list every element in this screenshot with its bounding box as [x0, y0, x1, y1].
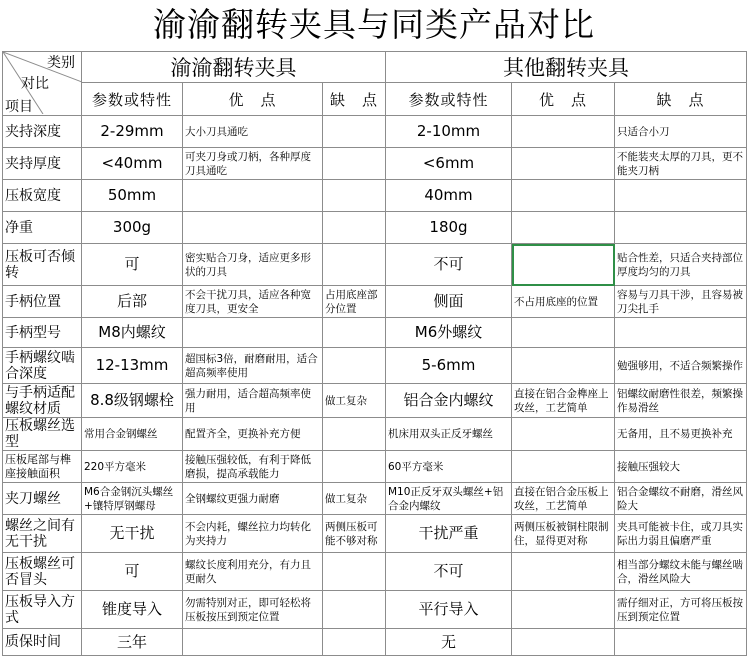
ours-pros-cell[interactable]: 全钢螺纹更强力耐磨	[183, 483, 323, 515]
ours-cons-cell[interactable]	[323, 348, 386, 384]
others-pros-cell[interactable]	[512, 116, 615, 148]
ours-pros-cell[interactable]: 不会内耗，螺丝拉力均转化为夹持力	[183, 515, 323, 553]
others-pros-cell[interactable]	[512, 418, 615, 451]
others-param-cell[interactable]: M6外螺纹	[386, 318, 512, 348]
ours-pros-cell[interactable]	[183, 212, 323, 244]
ours-cons-cell[interactable]: 两侧压板可能不够对称	[323, 515, 386, 553]
corner-header-cell	[3, 52, 82, 116]
others-cons-cell[interactable]	[615, 180, 747, 212]
ours-cons-cell[interactable]	[323, 244, 386, 286]
others-pros-cell[interactable]	[512, 348, 615, 384]
row-label: 压板宽度	[3, 180, 82, 212]
others-cons-cell[interactable]: 无备用，且不易更换补充	[615, 418, 747, 451]
row-label: 压板尾部与榫座接触面积	[3, 451, 82, 483]
ours-cons-cell[interactable]	[323, 629, 386, 656]
col-header-pros: 优 点	[183, 83, 323, 116]
others-pros-cell[interactable]: 不占用底座的位置	[512, 286, 615, 318]
ours-param-cell[interactable]: 可	[82, 553, 183, 591]
row-label: 螺丝之间有无干扰	[3, 515, 82, 553]
others-pros-cell[interactable]	[512, 451, 615, 483]
others-pros-cell[interactable]	[512, 212, 615, 244]
table-row	[3, 244, 747, 286]
ours-cons-cell[interactable]	[323, 418, 386, 451]
ours-param-cell[interactable]: 8.8级钢螺栓	[82, 384, 183, 418]
ours-param-cell[interactable]: 可	[82, 244, 183, 286]
others-cons-cell[interactable]: 夹具可能被卡住，或刀具实际出力弱且偏磨严重	[615, 515, 747, 553]
others-pros-cell[interactable]	[512, 591, 615, 629]
table-row	[3, 591, 747, 629]
ours-pros-cell[interactable]	[183, 318, 323, 348]
table-row	[3, 515, 747, 553]
row-label: 压板螺丝选型	[3, 418, 82, 451]
others-cons-cell[interactable]	[615, 318, 747, 348]
row-label: 夹持深度	[3, 116, 82, 148]
ours-param-cell[interactable]: 锥度导入	[82, 591, 183, 629]
ours-pros-cell[interactable]: 可夹刀身或刀柄，各种厚度刀具通吃	[183, 148, 323, 180]
row-label: 质保时间	[3, 629, 82, 656]
others-pros-cell[interactable]	[512, 553, 615, 591]
table-row	[3, 451, 747, 483]
ours-param-cell[interactable]: 无干扰	[82, 515, 183, 553]
others-param-cell[interactable]: 180g	[386, 212, 512, 244]
row-label: 压板螺丝可否冒头	[3, 553, 82, 591]
others-cons-cell[interactable]	[615, 629, 747, 656]
ours-param-cell[interactable]: 300g	[82, 212, 183, 244]
corner-category-label: 类别	[47, 55, 75, 71]
others-pros-cell[interactable]: 直接在铝合金压板上攻丝，工艺简单	[512, 483, 615, 515]
others-param-cell[interactable]: 5-6mm	[386, 348, 512, 384]
others-param-cell[interactable]: 机床用双头正反牙螺丝	[386, 418, 512, 451]
group-header-others: 其他翻转夹具	[386, 52, 747, 83]
others-param-cell[interactable]: 不可	[386, 244, 512, 286]
ours-cons-cell[interactable]	[323, 116, 386, 148]
ours-cons-cell[interactable]	[323, 180, 386, 212]
group-header-ours: 渝渝翻转夹具	[82, 52, 386, 83]
ours-pros-cell[interactable]: 强力耐用，适合超高频率使用	[183, 384, 323, 418]
ours-param-cell[interactable]: 后部	[82, 286, 183, 318]
table-row	[3, 180, 747, 212]
table-row	[3, 483, 747, 515]
ours-param-cell[interactable]: <40mm	[82, 148, 183, 180]
ours-cons-cell[interactable]: 做工复杂	[323, 384, 386, 418]
row-label: 手柄螺纹啮合深度	[3, 348, 82, 384]
others-pros-cell[interactable]: 两侧压板被铜柱限制住，显得更对称	[512, 515, 615, 553]
ours-cons-cell[interactable]	[323, 591, 386, 629]
comparison-table	[2, 51, 747, 656]
others-param-cell[interactable]: <6mm	[386, 148, 512, 180]
ours-param-cell[interactable]: 220平方毫米	[82, 451, 183, 483]
others-cons-cell[interactable]: 铝螺纹耐磨性很差，频繁操作易滑丝	[615, 384, 747, 418]
ours-pros-cell[interactable]: 螺纹长度利用充分，有力且更耐久	[183, 553, 323, 591]
others-pros-cell[interactable]	[512, 180, 615, 212]
others-param-cell[interactable]: 40mm	[386, 180, 512, 212]
ours-param-cell[interactable]: 三年	[82, 629, 183, 656]
others-cons-cell[interactable]: 铝合金螺纹不耐磨，滑丝风险大	[615, 483, 747, 515]
ours-cons-cell[interactable]: 做工复杂	[323, 483, 386, 515]
others-cons-cell[interactable]: 贴合性差，只适合夹持部位厚度均匀的刀具	[615, 244, 747, 286]
table-row	[3, 116, 747, 148]
ours-cons-cell[interactable]	[323, 318, 386, 348]
table-row	[3, 384, 747, 418]
row-label: 与手柄适配螺纹材质	[3, 384, 82, 418]
ours-cons-cell[interactable]: 占用底座部分位置	[323, 286, 386, 318]
others-pros-cell-selected[interactable]	[512, 244, 615, 286]
row-label: 手柄位置	[3, 286, 82, 318]
table-row	[3, 348, 747, 384]
others-cons-cell[interactable]: 需仔细对正，方可将压板按压到预定位置	[615, 591, 747, 629]
row-label: 净重	[3, 212, 82, 244]
others-param-cell[interactable]: M10正反牙双头螺丝+铝合金内螺纹	[386, 483, 512, 515]
ours-pros-cell[interactable]	[183, 629, 323, 656]
others-param-cell[interactable]: 无	[386, 629, 512, 656]
ours-pros-cell[interactable]: 接触压强较低，有利于降低磨损，提高承载能力	[183, 451, 323, 483]
corner-compare-label: 对比	[21, 76, 49, 92]
ours-pros-cell[interactable]: 配置齐全，更换补充方便	[183, 418, 323, 451]
others-param-cell[interactable]: 平行导入	[386, 591, 512, 629]
others-cons-cell[interactable]: 相当部分螺纹未能与螺丝啮合，滑丝风险大	[615, 553, 747, 591]
ours-param-cell[interactable]: M8内螺纹	[82, 318, 183, 348]
col-header-cons: 缺 点	[323, 83, 386, 116]
others-param-cell[interactable]: 60平方毫米	[386, 451, 512, 483]
others-param-cell[interactable]: 侧面	[386, 286, 512, 318]
table-row	[3, 318, 747, 348]
ours-pros-cell[interactable]: 密实贴合刀身，适应更多形状的刀具	[183, 244, 323, 286]
table-row	[3, 286, 747, 318]
others-cons-cell[interactable]: 勉强够用，不适合频繁操作	[615, 348, 747, 384]
col-header-param: 参数或特性	[82, 83, 183, 116]
table-row	[3, 212, 747, 244]
others-cons-cell[interactable]: 不能装夹太厚的刀具，更不能夹刀柄	[615, 148, 747, 180]
ours-cons-cell[interactable]	[323, 212, 386, 244]
row-label: 手柄型号	[3, 318, 82, 348]
ours-pros-cell[interactable]: 勿需特别对正，即可轻松将压板按压到预定位置	[183, 591, 323, 629]
others-pros-cell[interactable]	[512, 318, 615, 348]
table-row	[3, 148, 747, 180]
col-header-pros: 优 点	[512, 83, 615, 116]
others-cons-cell[interactable]: 容易与刀具干涉，且容易被刀尖扎手	[615, 286, 747, 318]
ours-param-cell[interactable]: M6合金钢沉头螺丝+镶特厚钢螺母	[82, 483, 183, 515]
ours-pros-cell[interactable]: 超国标3倍，耐磨耐用，适合超高频率使用	[183, 348, 323, 384]
others-cons-cell[interactable]: 接触压强较大	[615, 451, 747, 483]
table-row	[3, 418, 747, 451]
others-pros-cell[interactable]	[512, 629, 615, 656]
ours-param-cell[interactable]: 2-29mm	[82, 116, 183, 148]
ours-param-cell[interactable]: 50mm	[82, 180, 183, 212]
ours-cons-cell[interactable]	[323, 553, 386, 591]
row-label: 压板导入方式	[3, 591, 82, 629]
ours-cons-cell[interactable]	[323, 451, 386, 483]
row-label: 夹刀螺丝	[3, 483, 82, 515]
corner-item-label: 项目	[5, 99, 33, 115]
table-row	[3, 553, 747, 591]
ours-param-cell[interactable]: 12-13mm	[82, 348, 183, 384]
others-param-cell[interactable]: 不可	[386, 553, 512, 591]
others-pros-cell[interactable]	[512, 148, 615, 180]
ours-pros-cell[interactable]: 不会干扰刀具，适应各种宽度刀具，更安全	[183, 286, 323, 318]
col-header-cons: 缺 点	[615, 83, 747, 116]
row-label: 压板可否倾转	[3, 244, 82, 286]
row-label: 夹持厚度	[3, 148, 82, 180]
col-header-param: 参数或特性	[386, 83, 512, 116]
others-pros-cell[interactable]: 直接在铝合金榫座上攻丝，工艺简单	[512, 384, 615, 418]
ours-pros-cell[interactable]	[183, 180, 323, 212]
others-param-cell[interactable]: 干扰严重	[386, 515, 512, 553]
page-title: 渝渝翻转夹具与同类产品对比	[153, 5, 595, 44]
others-param-cell[interactable]: 铝合金内螺纹	[386, 384, 512, 418]
table-row	[3, 629, 747, 656]
others-cons-cell[interactable]: 只适合小刀	[615, 116, 747, 148]
ours-pros-cell[interactable]: 大小刀具通吃	[183, 116, 323, 148]
ours-cons-cell[interactable]	[323, 148, 386, 180]
ours-param-cell[interactable]: 常用合金钢螺丝	[82, 418, 183, 451]
others-param-cell[interactable]: 2-10mm	[386, 116, 512, 148]
others-cons-cell[interactable]	[615, 212, 747, 244]
